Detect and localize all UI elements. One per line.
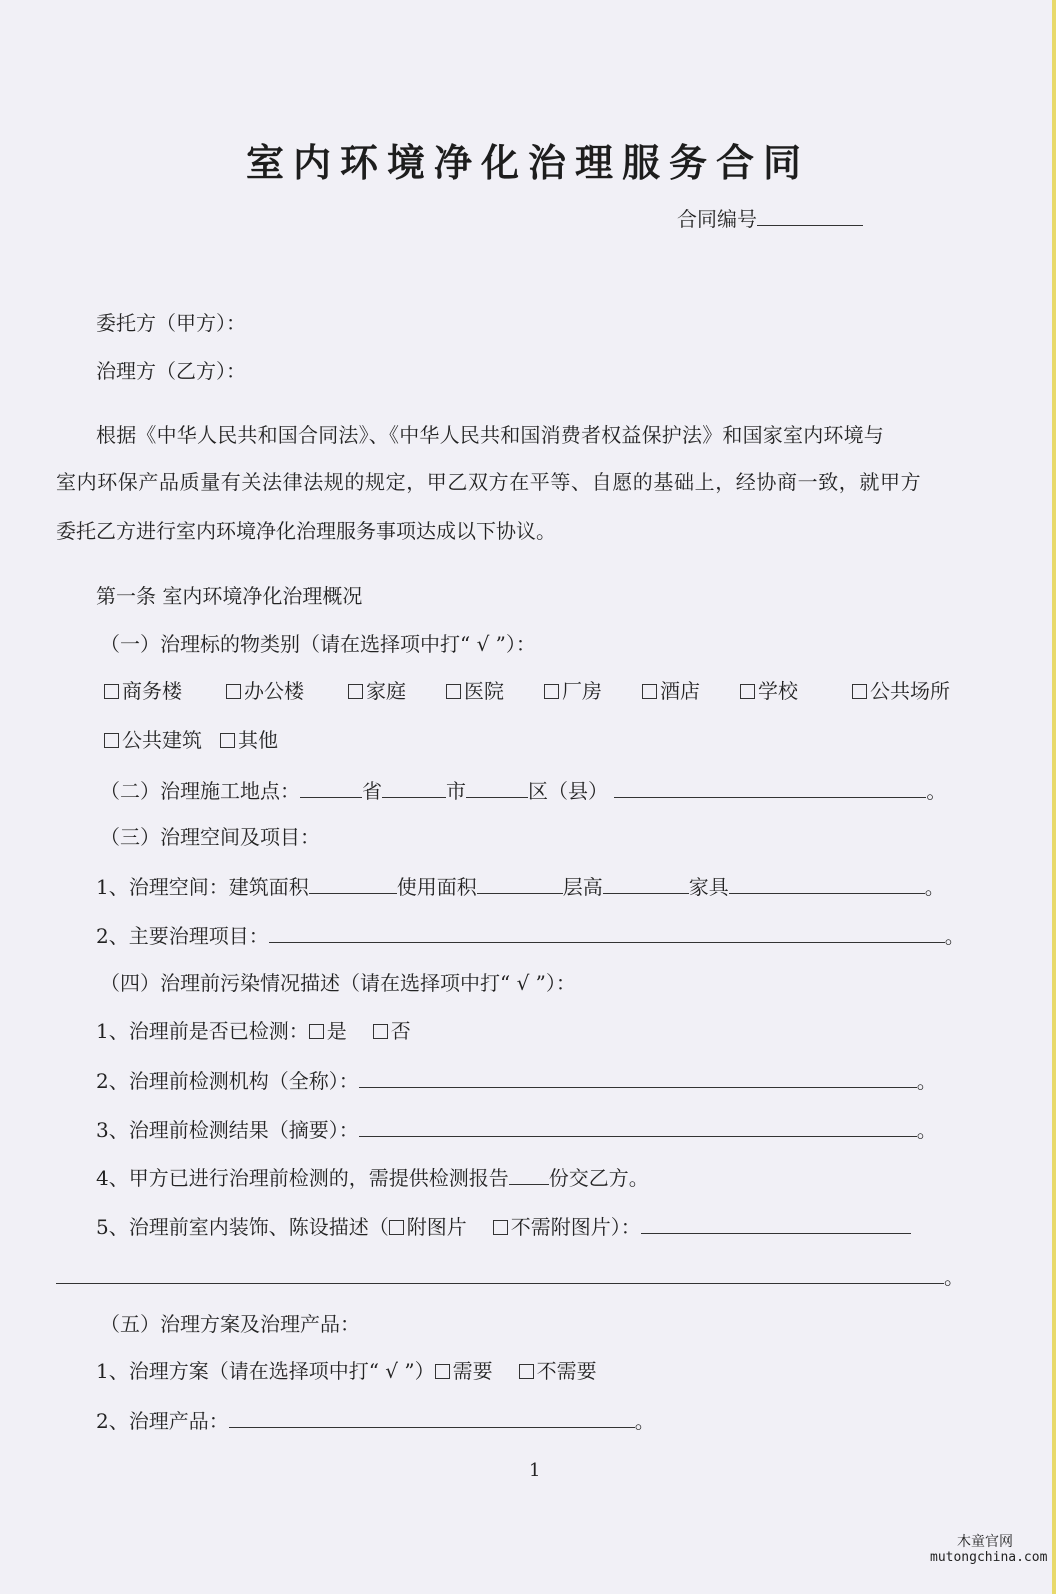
checkbox[interactable] [373,1024,388,1039]
party-a: 委托方（甲方）： [96,311,246,335]
contract-number [677,205,863,232]
checkbox[interactable] [852,684,867,699]
option-home[interactable]: 家庭 [348,678,446,704]
building-area-field[interactable] [309,873,397,894]
option-hospital[interactable]: 医院 [446,678,544,704]
address-field[interactable] [614,777,926,798]
furniture-field[interactable] [729,873,925,894]
contract-number-field[interactable] [757,205,863,226]
checkbox[interactable] [544,684,559,699]
option-no-need[interactable]: 不需要 [519,1358,597,1384]
section-1-heading: （一）治理标的物类别（请在选择项中打“ √ ”）： [100,632,536,656]
usable-area-field[interactable] [477,873,563,894]
floor-height-field[interactable] [603,873,689,894]
party-b: 治理方（乙方）： [96,359,246,383]
main-items-field[interactable] [269,922,945,943]
treatment-plan: 1、治理方案（请在选择项中打“ √ ”） 需要 不需要 [96,1359,597,1383]
decor-description-continued: 。 [56,1263,964,1290]
decor-description: 5、治理前室内装饰、陈设描述（ 附图片 不需附图片）： [96,1213,911,1240]
decor-field[interactable] [641,1213,911,1234]
watermark [930,1534,1048,1566]
checkbox[interactable] [226,684,241,699]
treatment-product-field[interactable] [229,1407,635,1428]
treatment-product: 2、治理产品： 。 [96,1409,655,1433]
option-yes[interactable]: 是 [309,1018,373,1044]
option-hotel[interactable]: 酒店 [642,678,740,704]
preamble-line-3: 委托乙方进行室内环境净化治理服务事项达成以下协议。 [56,519,556,543]
checkbox[interactable] [348,684,363,699]
option-no[interactable]: 否 [373,1018,411,1044]
option-need[interactable]: 需要 [435,1358,519,1384]
article-1-heading: 第一条 室内环境净化治理概况 [96,584,363,608]
site-location: （二）治理施工地点： 省 市 区（县） 。 [100,779,947,803]
main-items: 2、主要治理项目： 。 [96,924,965,948]
checkbox[interactable] [435,1364,450,1379]
preamble-line-2: 室内环保产品质量有关法律法规的规定，甲乙双方在平等、自愿的基础上，经协商一致，就甲方 [56,470,922,494]
section-4-heading: （四）治理前污染情况描述（请在选择项中打“ √ ”）： [100,971,576,995]
pre-tested: 1、治理前是否已检测： 是 否 [96,1019,411,1043]
checkbox[interactable] [642,684,657,699]
treatment-space: 1、治理空间：建筑面积 使用面积 层高 家具 。 [96,875,945,899]
test-organization-field[interactable] [359,1067,917,1088]
option-public-building[interactable]: 公共建筑 [104,727,220,753]
checkbox[interactable] [104,684,119,699]
option-with-pictures[interactable]: 附图片 [389,1214,493,1240]
checkbox[interactable] [220,733,235,748]
option-no-pictures[interactable]: 不需附图片 [493,1214,611,1240]
page-number: 1 [529,1460,541,1481]
watermark-url: mutongchina.com [930,1550,1048,1565]
checkbox[interactable] [446,684,461,699]
option-office[interactable]: 办公楼 [226,678,348,704]
section-3-heading: （三）治理空间及项目： [100,825,320,849]
checkbox[interactable] [389,1220,404,1235]
report-copies: 4、甲方已进行治理前检测的，需提供检测报告 份交乙方。 [96,1166,649,1190]
test-result: 3、治理前检测结果（摘要）： 。 [96,1118,937,1142]
document-title: 室内环境净化治理服务合同 [245,141,810,185]
checkbox[interactable] [740,684,755,699]
option-school[interactable]: 学校 [740,678,852,704]
option-commercial[interactable]: 商务楼 [104,678,226,704]
category-options-row-1 [104,678,950,704]
checkbox[interactable] [519,1364,534,1379]
city-field[interactable] [382,777,446,798]
option-other[interactable]: 其他 [220,727,278,753]
option-factory[interactable]: 厂房 [544,678,642,704]
province-field[interactable] [300,777,362,798]
checkbox[interactable] [104,733,119,748]
scan-edge [1052,0,1056,1594]
contract-number-label: 合同编号 [677,207,757,231]
test-result-field[interactable] [359,1116,917,1137]
report-copies-field[interactable] [509,1164,549,1185]
watermark-name: 木童官网 [957,1534,1013,1550]
test-organization: 2、治理前检测机构（全称）： 。 [96,1069,937,1093]
preamble-line-1: 根据《中华人民共和国合同法》、《中华人民共和国消费者权益保护法》和国家室内环境与 [96,423,884,447]
district-field[interactable] [466,777,528,798]
option-public-place[interactable]: 公共场所 [852,678,950,704]
checkbox[interactable] [309,1024,324,1039]
category-options-row-2 [104,727,278,753]
checkbox[interactable] [493,1220,508,1235]
decor-field-2[interactable] [56,1263,944,1284]
section-5-heading: （五）治理方案及治理产品： [100,1312,360,1336]
